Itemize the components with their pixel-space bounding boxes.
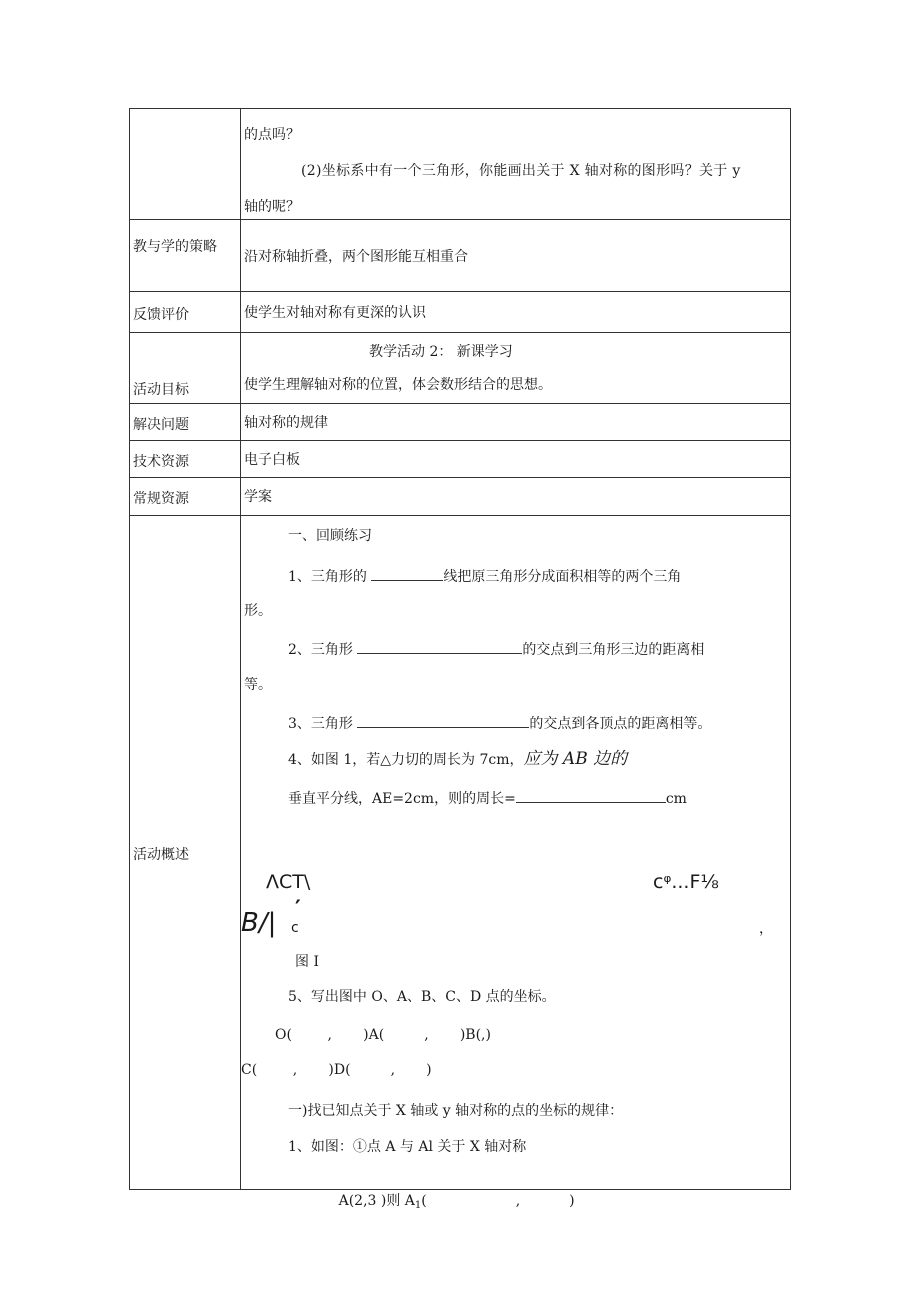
example-1: 1、如图：①点 A 与 Al 关于 X 轴对称 — [288, 1139, 527, 1155]
strategy-content-cell — [241, 220, 791, 292]
problem-label-cell — [130, 404, 241, 441]
feedback-content-cell — [241, 292, 791, 333]
intro-line-3: 轴的呢？ — [244, 199, 300, 215]
table-row — [130, 292, 791, 333]
example-1-point: A(2,3 )则 A — [338, 1193, 415, 1209]
figure-label-c: c — [291, 920, 299, 936]
table-row — [130, 220, 791, 292]
feedback-label: 反馈评价 — [133, 307, 189, 323]
tech-label: 技术资源 — [133, 454, 189, 470]
goal-content: 使学生理解轴对称的位置，体会数形结合的思想。 — [244, 377, 552, 393]
unit-cm: cm — [665, 791, 687, 807]
question-2-continued: 等。 — [244, 677, 272, 693]
intro-cell — [241, 109, 791, 220]
figure-fragment-b: B/| — [241, 908, 277, 938]
question-2-suffix: 的交点到三角形三边的距离相 — [522, 642, 705, 658]
figure-comma: ， — [759, 921, 773, 937]
regular-label: 常规资源 — [133, 491, 189, 507]
table-row — [130, 516, 791, 1190]
tech-label-cell — [130, 441, 241, 478]
strategy-content: 沿对称轴折叠，两个图形能互相重合 — [244, 249, 468, 265]
coordinates-row-2: C( , )D( , ) — [241, 1062, 432, 1078]
goal-label: 活动目标 — [133, 382, 189, 398]
tech-content-cell — [241, 441, 791, 478]
question-4-italic: 应为 AB 边的 — [523, 749, 628, 769]
lesson-plan-table — [129, 108, 791, 1211]
overview-label: 活动概述 — [133, 847, 189, 863]
overview-label-cell — [130, 516, 241, 1190]
question-1-continued: 形。 — [244, 603, 272, 619]
example-1-blank: ( , ) — [421, 1193, 575, 1209]
intro-line-2: (2)坐标系中有一个三角形，你能画出关于 X 轴对称的图形吗？关于 y — [301, 163, 741, 179]
question-2 — [288, 639, 704, 659]
figure-fragment-right: cᵠ...F⅛ — [653, 871, 719, 893]
figure-caption: 图 I — [295, 954, 319, 970]
table-row — [130, 441, 791, 478]
answer-blank — [357, 639, 522, 654]
question-5: 5、写出图中 O、A、B、C、D 点的坐标。 — [288, 989, 556, 1005]
regular-content: 学案 — [244, 489, 272, 505]
feedback-label-cell — [130, 292, 241, 333]
table-row — [130, 333, 791, 404]
question-4-line2: 垂直平分线，AE=2cm，则的周长= — [288, 791, 516, 807]
question-4 — [288, 750, 627, 769]
question-1-suffix: 线把原三角形分成面积相等的两个三角 — [443, 569, 682, 585]
question-3-prefix: 3、三角形 — [288, 716, 353, 732]
question-1 — [288, 566, 681, 586]
goal-header: 教学活动 2： 新课学习 — [369, 344, 513, 360]
problem-label: 解决问题 — [133, 417, 189, 433]
example-1-answer — [303, 1174, 575, 1233]
question-4-continued — [288, 788, 687, 808]
question-2-prefix: 2、三角形 — [288, 642, 353, 658]
feedback-content: 使学生对轴对称有更深的认识 — [244, 305, 426, 321]
regular-content-cell — [241, 478, 791, 516]
table-row — [130, 404, 791, 441]
question-1-prefix: 1、三角形的 — [288, 569, 367, 585]
table-row — [130, 109, 791, 220]
coordinates-row-1: O( , )A( , )B(,) — [275, 1027, 491, 1043]
tech-content: 电子白板 — [244, 452, 300, 468]
figure-tick: ′ — [295, 897, 301, 922]
goal-label-cell — [130, 333, 241, 404]
answer-blank — [357, 713, 529, 728]
strategy-label: 教与学的策略 — [133, 239, 217, 255]
regular-label-cell — [130, 478, 241, 516]
section-review-heading: 一、回顾练习 — [288, 528, 372, 544]
overview-content-cell — [241, 516, 791, 1211]
subscript: 1 — [414, 1200, 422, 1211]
empty-label-cell — [130, 109, 241, 220]
strategy-label-cell — [130, 220, 241, 292]
intro-line-1: 的点吗？ — [244, 127, 300, 143]
section-rule-heading: 一)找已知点关于 X 轴或 y 轴对称的点的坐标的规律： — [288, 1103, 624, 1119]
question-4-prefix: 4、如图 1，若△力切的周长为 7cm， — [288, 752, 524, 768]
figure-fragment-left: ΛCT\ — [266, 871, 311, 893]
answer-blank — [516, 788, 666, 803]
problem-content: 轴对称的规律 — [244, 415, 328, 431]
table-row — [130, 478, 791, 516]
question-3 — [288, 713, 711, 733]
goal-content-cell — [241, 333, 791, 404]
question-3-suffix: 的交点到各顶点的距离相等。 — [529, 716, 712, 732]
problem-content-cell — [241, 404, 791, 441]
answer-blank — [371, 566, 443, 581]
